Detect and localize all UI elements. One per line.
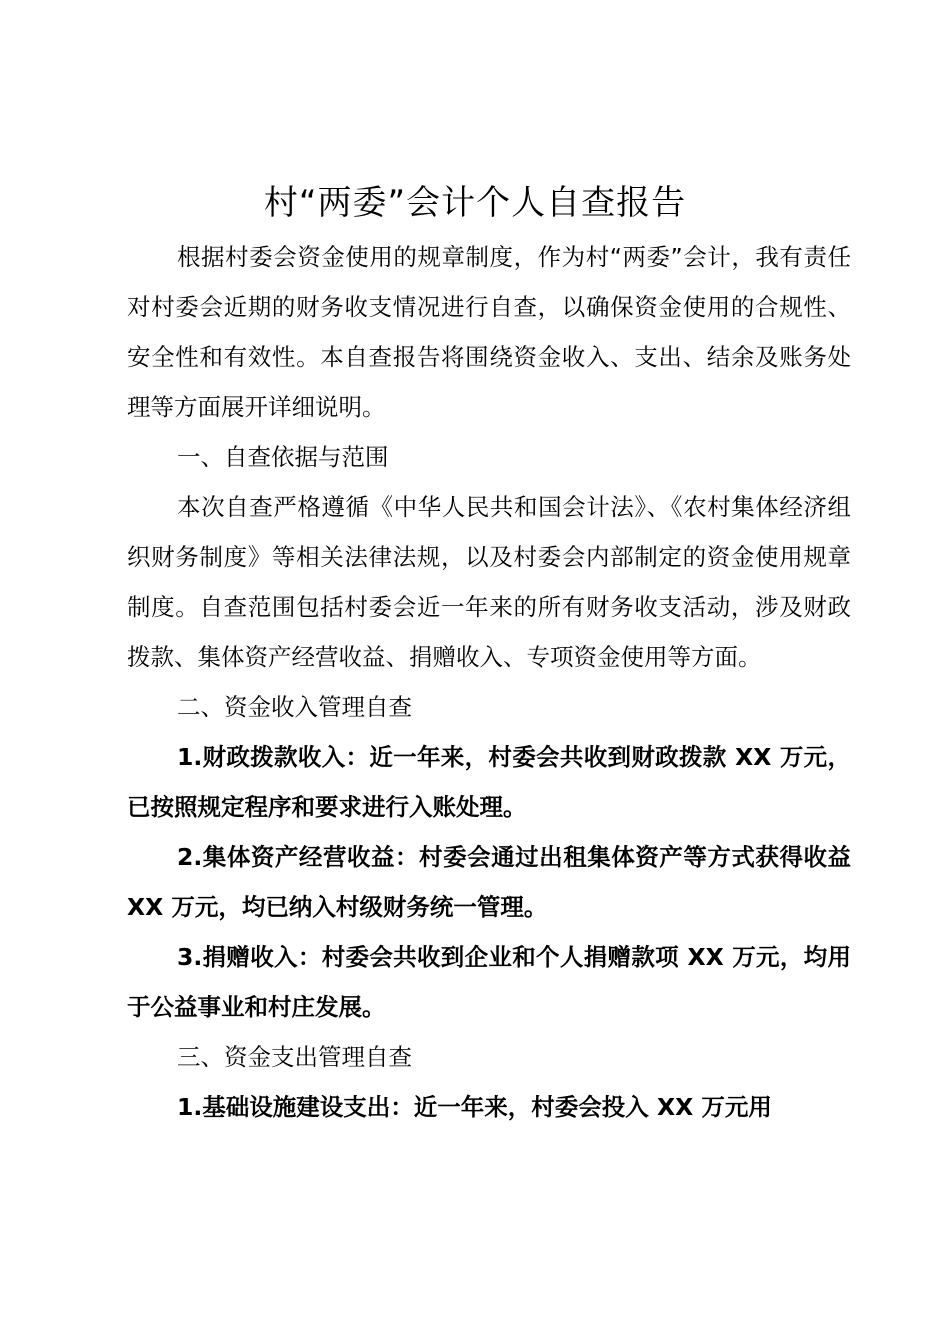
income-item-2: 2.集体资产经营收益：村委会通过出租集体资产等方式获得收益 XX 万元，均已纳入村级财务统一管理。: [127, 843, 851, 921]
document-body: [127, 232, 851, 1132]
scope-paragraph: 本次自查严格遵循《中华人民共和国会计法》、《农村集体经济组织财务制度》等相关法律法规，以及村委会内部制定的资金使用规章制度。自查范围包括村委会近一年来的所有财务收支活动，涉及财政拨款、集体资产经营收益、捐赠收入、专项资金使用等方面。: [127, 493, 851, 671]
document-title: 村“两委”会计个人自查报告: [263, 183, 687, 223]
intro-paragraph: 根据村委会资金使用的规章制度，作为村“两委”会计，我有责任对村委会近期的财务收支情况进行自查，以确保资金使用的合规性、安全性和有效性。本自查报告将围绕资金收入、支出、结余及账务处理等方面展开详细说明。: [127, 243, 851, 421]
section-heading-3: 三、资金支出管理自查: [177, 1043, 412, 1071]
section-heading-2: 二、资金收入管理自查: [177, 693, 412, 721]
income-item-3: 3.捐赠收入：村委会共收到企业和个人捐赠款项 XX 万元，均用于公益事业和村庄发展。: [127, 943, 851, 1021]
expense-item-1: 1.基础设施建设支出：近一年来，村委会投入 XX 万元用: [177, 1093, 772, 1121]
income-item-1: 1.财政拨款收入：近一年来，村委会共收到财政拨款 XX 万元，已按照规定程序和要求进行入账处理。: [127, 743, 851, 821]
section-heading-1: 一、自查依据与范围: [177, 443, 389, 471]
